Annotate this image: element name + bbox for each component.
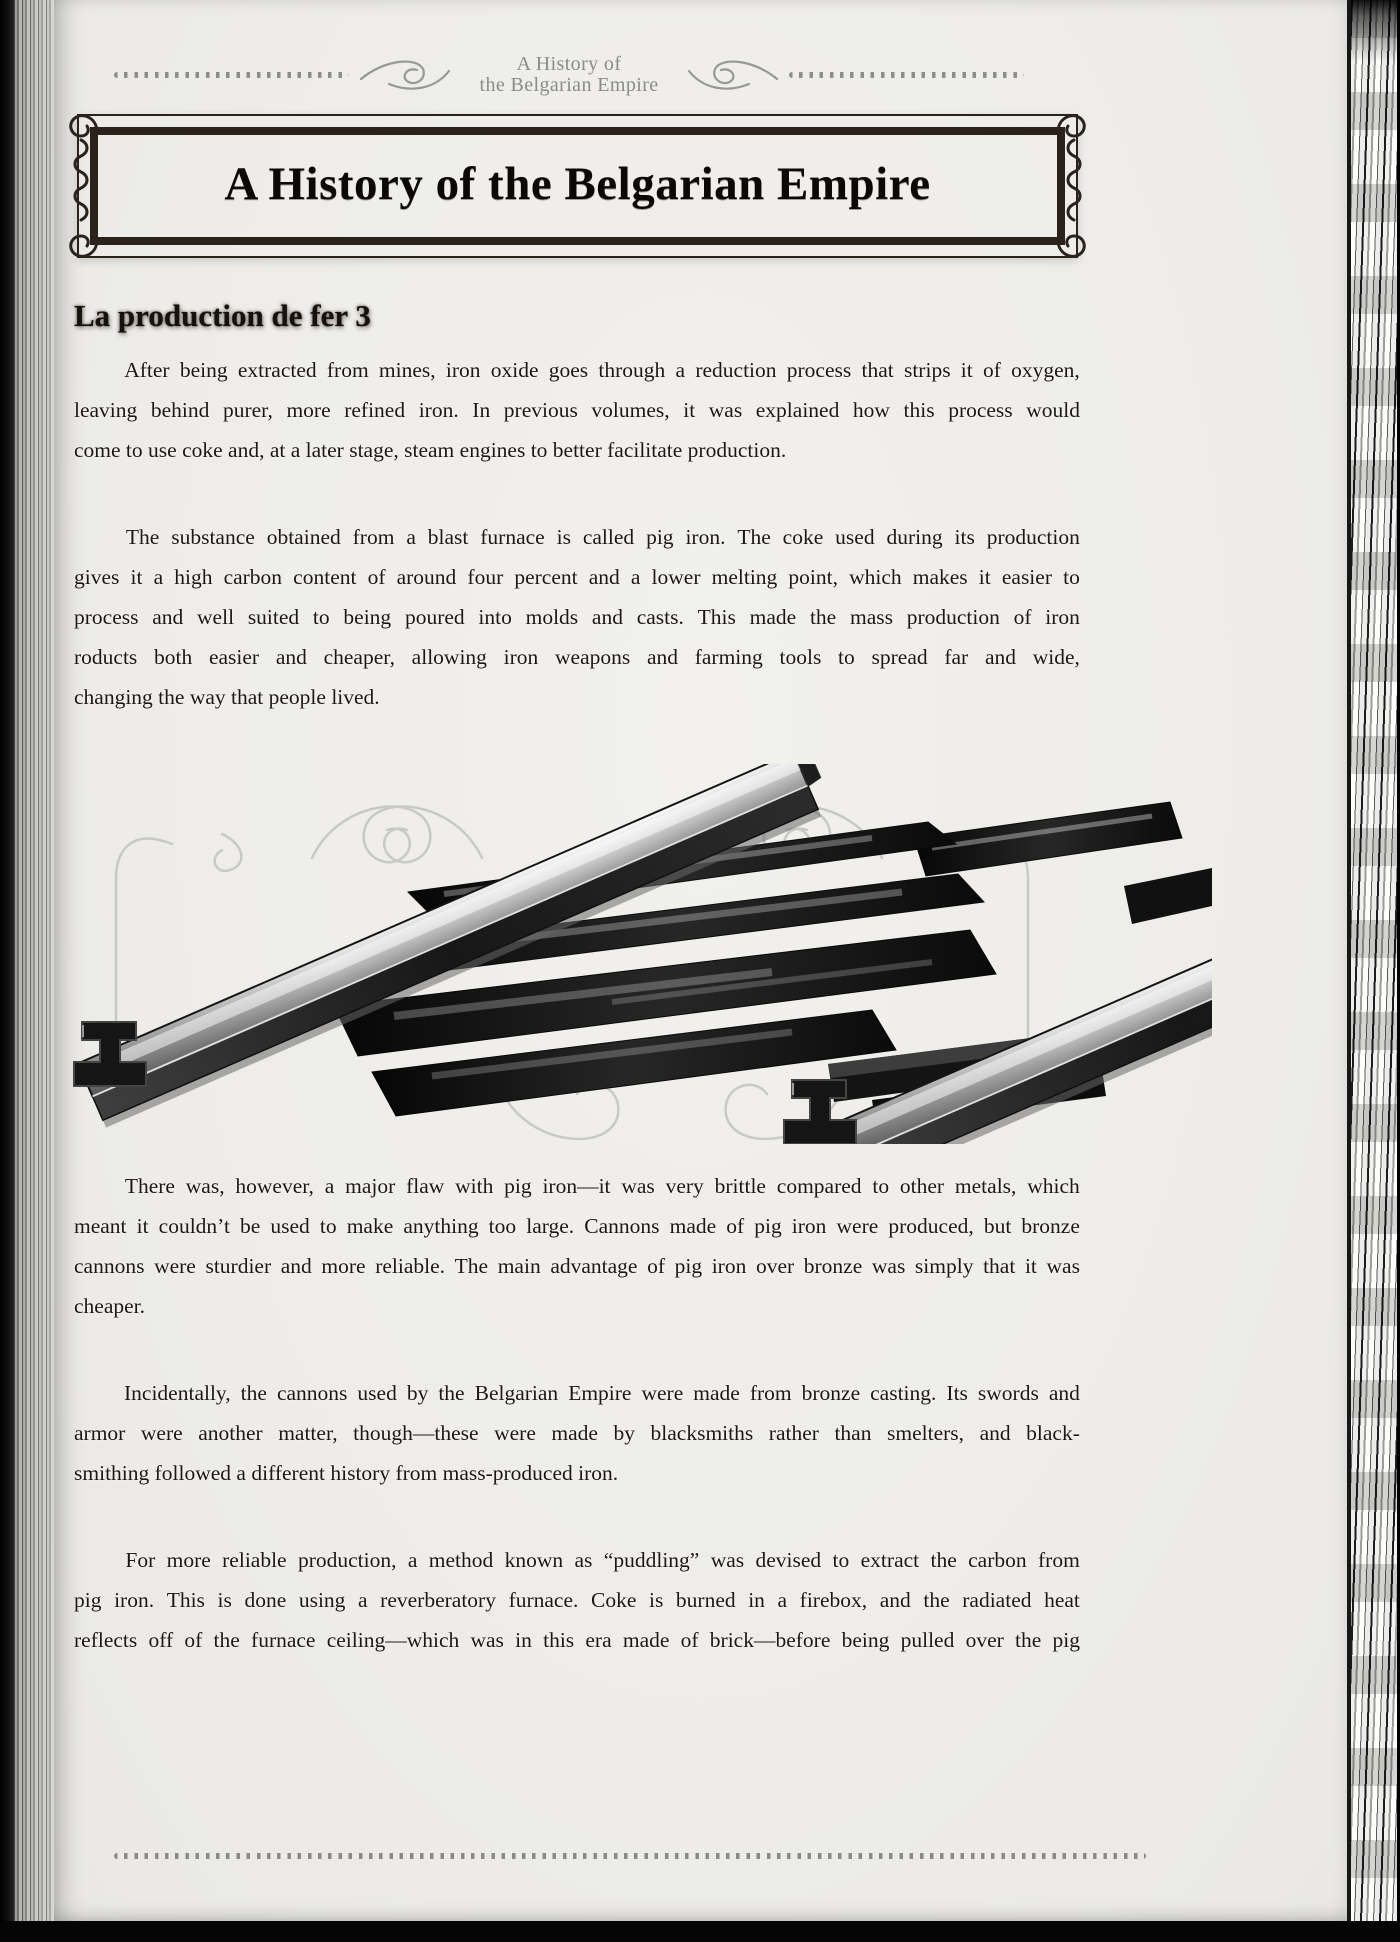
title-box (77, 114, 1078, 258)
book-page (54, 0, 1351, 1921)
paragraph: The substance obtained from a blast furnace is called pig iron. The coke used during its production gives it a high carbon content of around four percent and a lower melting point, which makes it easier to process and well suited to being poured into molds and casts. This made the mass production of iron roducts both easier and cheaper, allowing iron weapons and farming tools to spread far and wide, changing the way that people lived. (74, 524, 1080, 709)
flourish-icon (359, 57, 451, 93)
book-spine (0, 0, 14, 1942)
header-dotted-line-left (114, 72, 349, 78)
title-box-inner (90, 127, 1065, 245)
desk-background-bar (0, 1921, 1400, 1942)
running-title (461, 54, 676, 96)
paragraph: For more reliable production, a method known as “puddling” was devised to extract the carbon from pig iron. This is done using a reverberatory furnace. Coke is burned in a firebox, and the radiated heat reflects off of the furnace ceiling—which was in this era made of brick—before being pulled over the pig (74, 1547, 1080, 1652)
rail-cross-section (784, 1080, 856, 1144)
paragraph: After being extracted from mines, iron oxide goes through a reduction process that strips it of oxygen, leaving behind purer, more refined iron. In previous volumes, it was explained how this process would come to use coke and, at a later stage, steam engines to better facilitate production. (74, 357, 1080, 462)
page-edge-right (1347, 0, 1400, 1942)
footer-dotted-line (114, 1853, 1146, 1859)
running-header (114, 54, 1024, 96)
scroll-ornament-icon (1056, 110, 1092, 262)
running-title-line1: A History of (516, 53, 622, 75)
scroll-ornament-icon (63, 110, 99, 262)
iron-rails-illustration (72, 764, 1212, 1144)
flourish-icon (687, 57, 779, 93)
running-title-line2: the Belgarian Empire (479, 74, 659, 96)
page-edge-left (14, 0, 54, 1942)
paragraph: There was, however, a major flaw with pig iron—it was very brittle compared to other metals, which meant it couldn’t be used to make anything too large. Cannons made of pig iron were produced, but bronze cannons were sturdier and more reliable. The main advantage of pig iron over bronze was simply that it was cheaper. (74, 1173, 1080, 1318)
header-dotted-line-right (789, 72, 1024, 78)
paragraph: Incidentally, the cannons used by the Belgarian Empire were made from bronze casting. Its swords and armor were another matter, though—these were made by blacksmiths rather than smelters, and black- smithing followed a different history from mass-produced iron. (74, 1380, 1080, 1485)
section-heading: La production de fer 3 (74, 297, 371, 333)
page-title: A History of the Belgarian Empire (224, 158, 931, 210)
body-text (74, 350, 1080, 1660)
